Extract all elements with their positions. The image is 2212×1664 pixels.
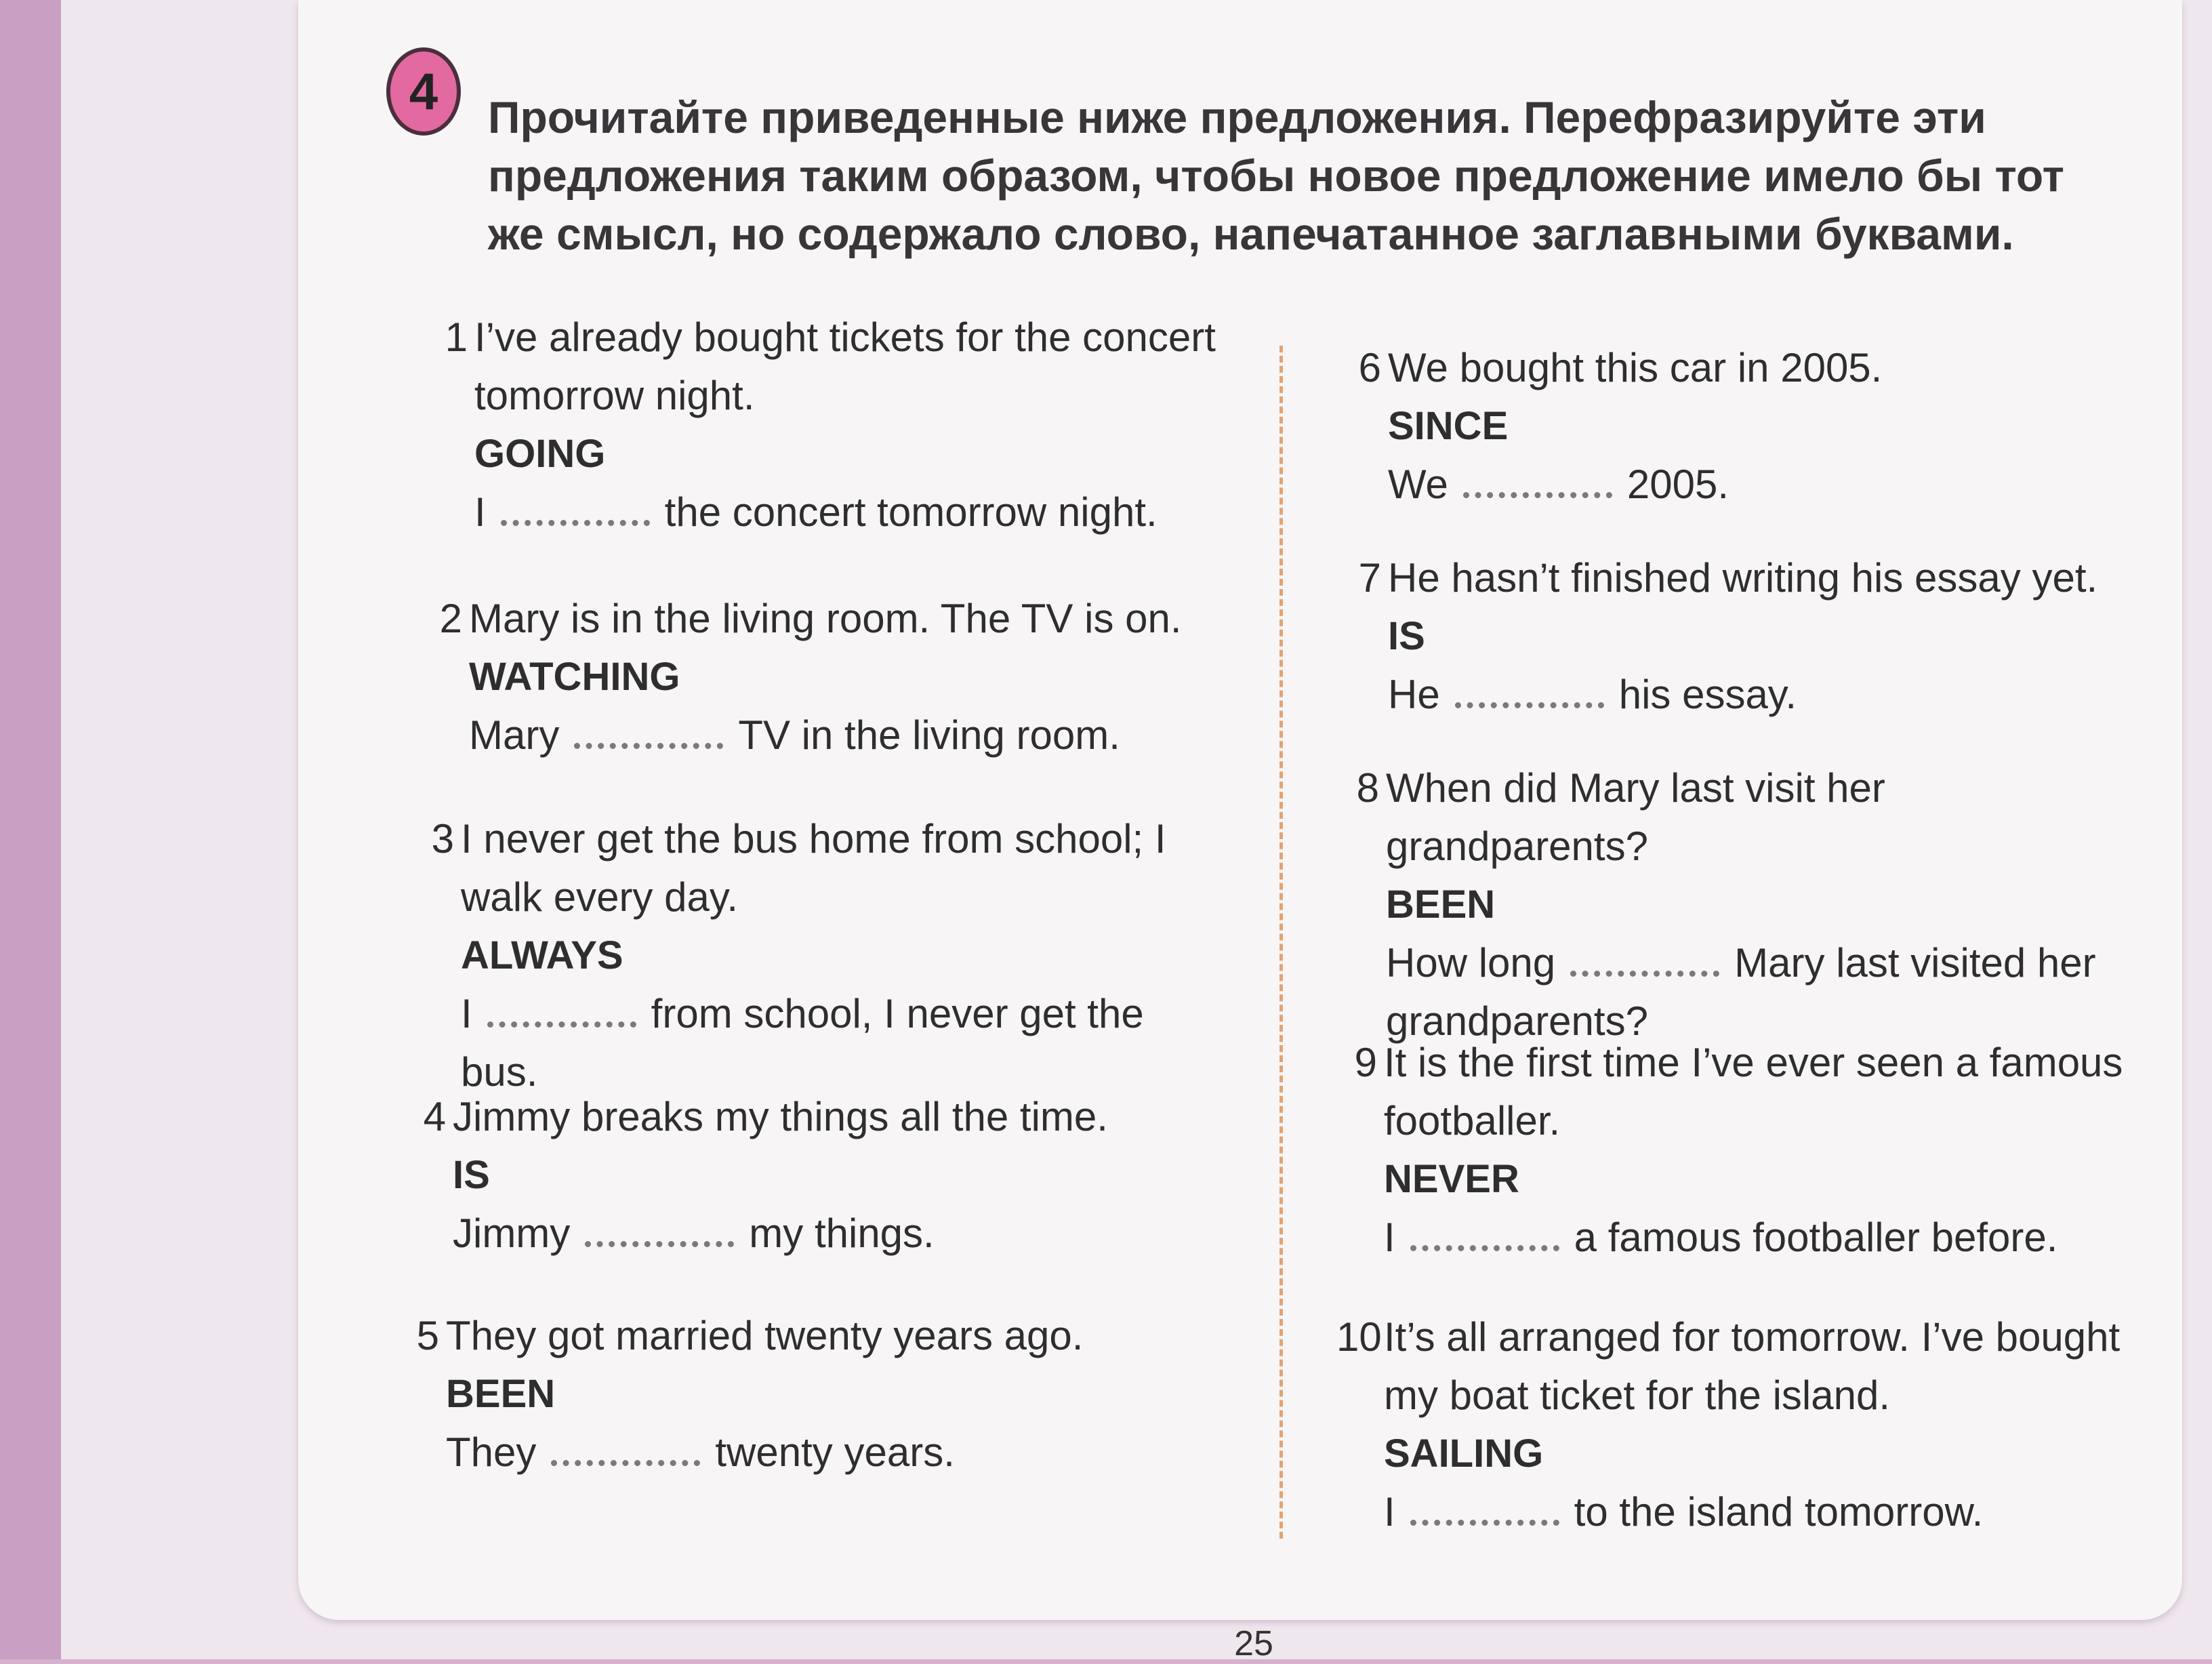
exercise-item-10 [1336, 1308, 2143, 1541]
column-divider [1279, 346, 1283, 1539]
answer-prefix: Mary [469, 712, 560, 758]
item-keyword: WATCHING [469, 655, 680, 699]
item-answer-line [446, 1423, 1212, 1482]
item-answer-line [469, 706, 1228, 765]
item-keyword: ALWAYS [461, 933, 623, 977]
exercise-item-1 [445, 308, 1233, 542]
answer-prefix: I [474, 489, 486, 535]
item-number: 5 [416, 1313, 439, 1358]
book-spine [0, 0, 61, 1659]
item-answer-line [1388, 455, 2133, 514]
item-keyword: IS [453, 1153, 490, 1197]
item-answer-line [461, 985, 1227, 1101]
item-answer-line [1384, 1209, 2143, 1267]
answer-suffix: twenty years. [715, 1429, 955, 1475]
item-sentence: I never get the bus home from school; I walk every day. [461, 816, 1166, 920]
exercise-number: 4 [409, 62, 438, 121]
exercise-item-9 [1354, 1034, 2143, 1267]
answer-prefix: He [1388, 672, 1440, 717]
item-keyword: BEEN [446, 1372, 556, 1416]
item-sentence: When did Mary last visit her grandparents? [1386, 765, 1885, 869]
answer-suffix: my things. [749, 1211, 935, 1256]
answer-suffix: from school, I never get the bus. [461, 991, 1144, 1095]
item-number: 4 [423, 1094, 446, 1139]
answer-suffix: his essay. [1618, 672, 1797, 717]
answer-blank[interactable] [1410, 1237, 1559, 1251]
item-keyword: GOING [474, 432, 606, 476]
item-number: 3 [431, 816, 454, 861]
answer-prefix: I [461, 991, 472, 1036]
item-answer-line [1384, 1483, 2143, 1541]
item-sentence: Jimmy breaks my things all the time. [453, 1094, 1108, 1139]
answer-prefix: I [1384, 1215, 1395, 1260]
item-number: 8 [1356, 765, 1379, 811]
exercise-item-5 [416, 1307, 1212, 1482]
item-sentence: It is the first time I’ve ever seen a famous footballer. [1384, 1040, 2123, 1143]
exercise-item-8 [1356, 759, 2145, 1051]
answer-suffix: Mary last visited her grandparents? [1386, 940, 2096, 1044]
answer-blank[interactable] [501, 512, 650, 526]
item-sentence: He hasn’t finished writing his essay yet. [1388, 555, 2098, 601]
page-number: 25 [1234, 1624, 1273, 1663]
answer-blank[interactable] [574, 735, 723, 749]
item-number: 9 [1354, 1040, 1377, 1085]
item-number: 6 [1358, 345, 1381, 390]
item-answer-line [1388, 666, 2133, 724]
item-sentence: It’s all arranged for tomorrow. I’ve bought my boat ticket for the island. [1384, 1314, 2121, 1418]
answer-suffix: the concert tomorrow night. [664, 489, 1158, 535]
exercise-item-4 [423, 1088, 1218, 1263]
answer-prefix: How long [1386, 940, 1556, 986]
exercise-item-6 [1358, 339, 2133, 514]
item-keyword: NEVER [1384, 1157, 1519, 1201]
item-number: 1 [445, 314, 468, 360]
answer-blank[interactable] [1410, 1511, 1559, 1526]
answer-blank[interactable] [487, 1013, 636, 1028]
exercise-item-3 [431, 810, 1227, 1101]
item-sentence: We bought this car in 2005. [1388, 345, 1883, 390]
answer-prefix: I [1384, 1489, 1395, 1535]
answer-blank[interactable] [1455, 694, 1604, 708]
answer-prefix: We [1388, 462, 1448, 507]
item-number: 10 [1336, 1314, 1382, 1360]
answer-blank[interactable] [1570, 962, 1719, 977]
answer-prefix: They [446, 1429, 537, 1475]
answer-suffix: 2005. [1626, 462, 1729, 507]
item-answer-line [474, 483, 1233, 542]
item-keyword: SINCE [1388, 404, 1509, 448]
exercise-number-badge [386, 47, 461, 136]
answer-blank[interactable] [551, 1452, 700, 1466]
item-answer-line [453, 1204, 1218, 1263]
item-sentence: They got married twenty years ago. [446, 1313, 1084, 1358]
answer-suffix: a famous footballer before. [1574, 1215, 2058, 1260]
item-number: 2 [439, 596, 462, 641]
exercise-instruction: Прочитайте приведенные ниже предложения. Перефразируйте эти предложения таким образом, чтобы новое предложение имело бы тот же смысл, но содержало слово, напечатанное заглавными буквами. [488, 92, 2064, 259]
answer-blank[interactable] [1463, 484, 1612, 498]
item-number: 7 [1358, 555, 1381, 601]
item-keyword: BEEN [1386, 882, 1496, 927]
item-sentence: Mary is in the living room. The TV is on. [469, 596, 1182, 641]
answer-suffix: TV in the living room. [738, 712, 1120, 758]
item-keyword: SAILING [1384, 1432, 1544, 1476]
answer-prefix: Jimmy [453, 1211, 571, 1256]
item-sentence: I’ve already bought tickets for the concert tomorrow night. [474, 314, 1216, 418]
answer-blank[interactable] [585, 1233, 734, 1247]
exercise-item-2 [439, 590, 1228, 765]
answer-suffix: to the island tomorrow. [1574, 1489, 1984, 1535]
item-keyword: IS [1388, 614, 1425, 658]
exercise-item-7 [1358, 549, 2133, 724]
